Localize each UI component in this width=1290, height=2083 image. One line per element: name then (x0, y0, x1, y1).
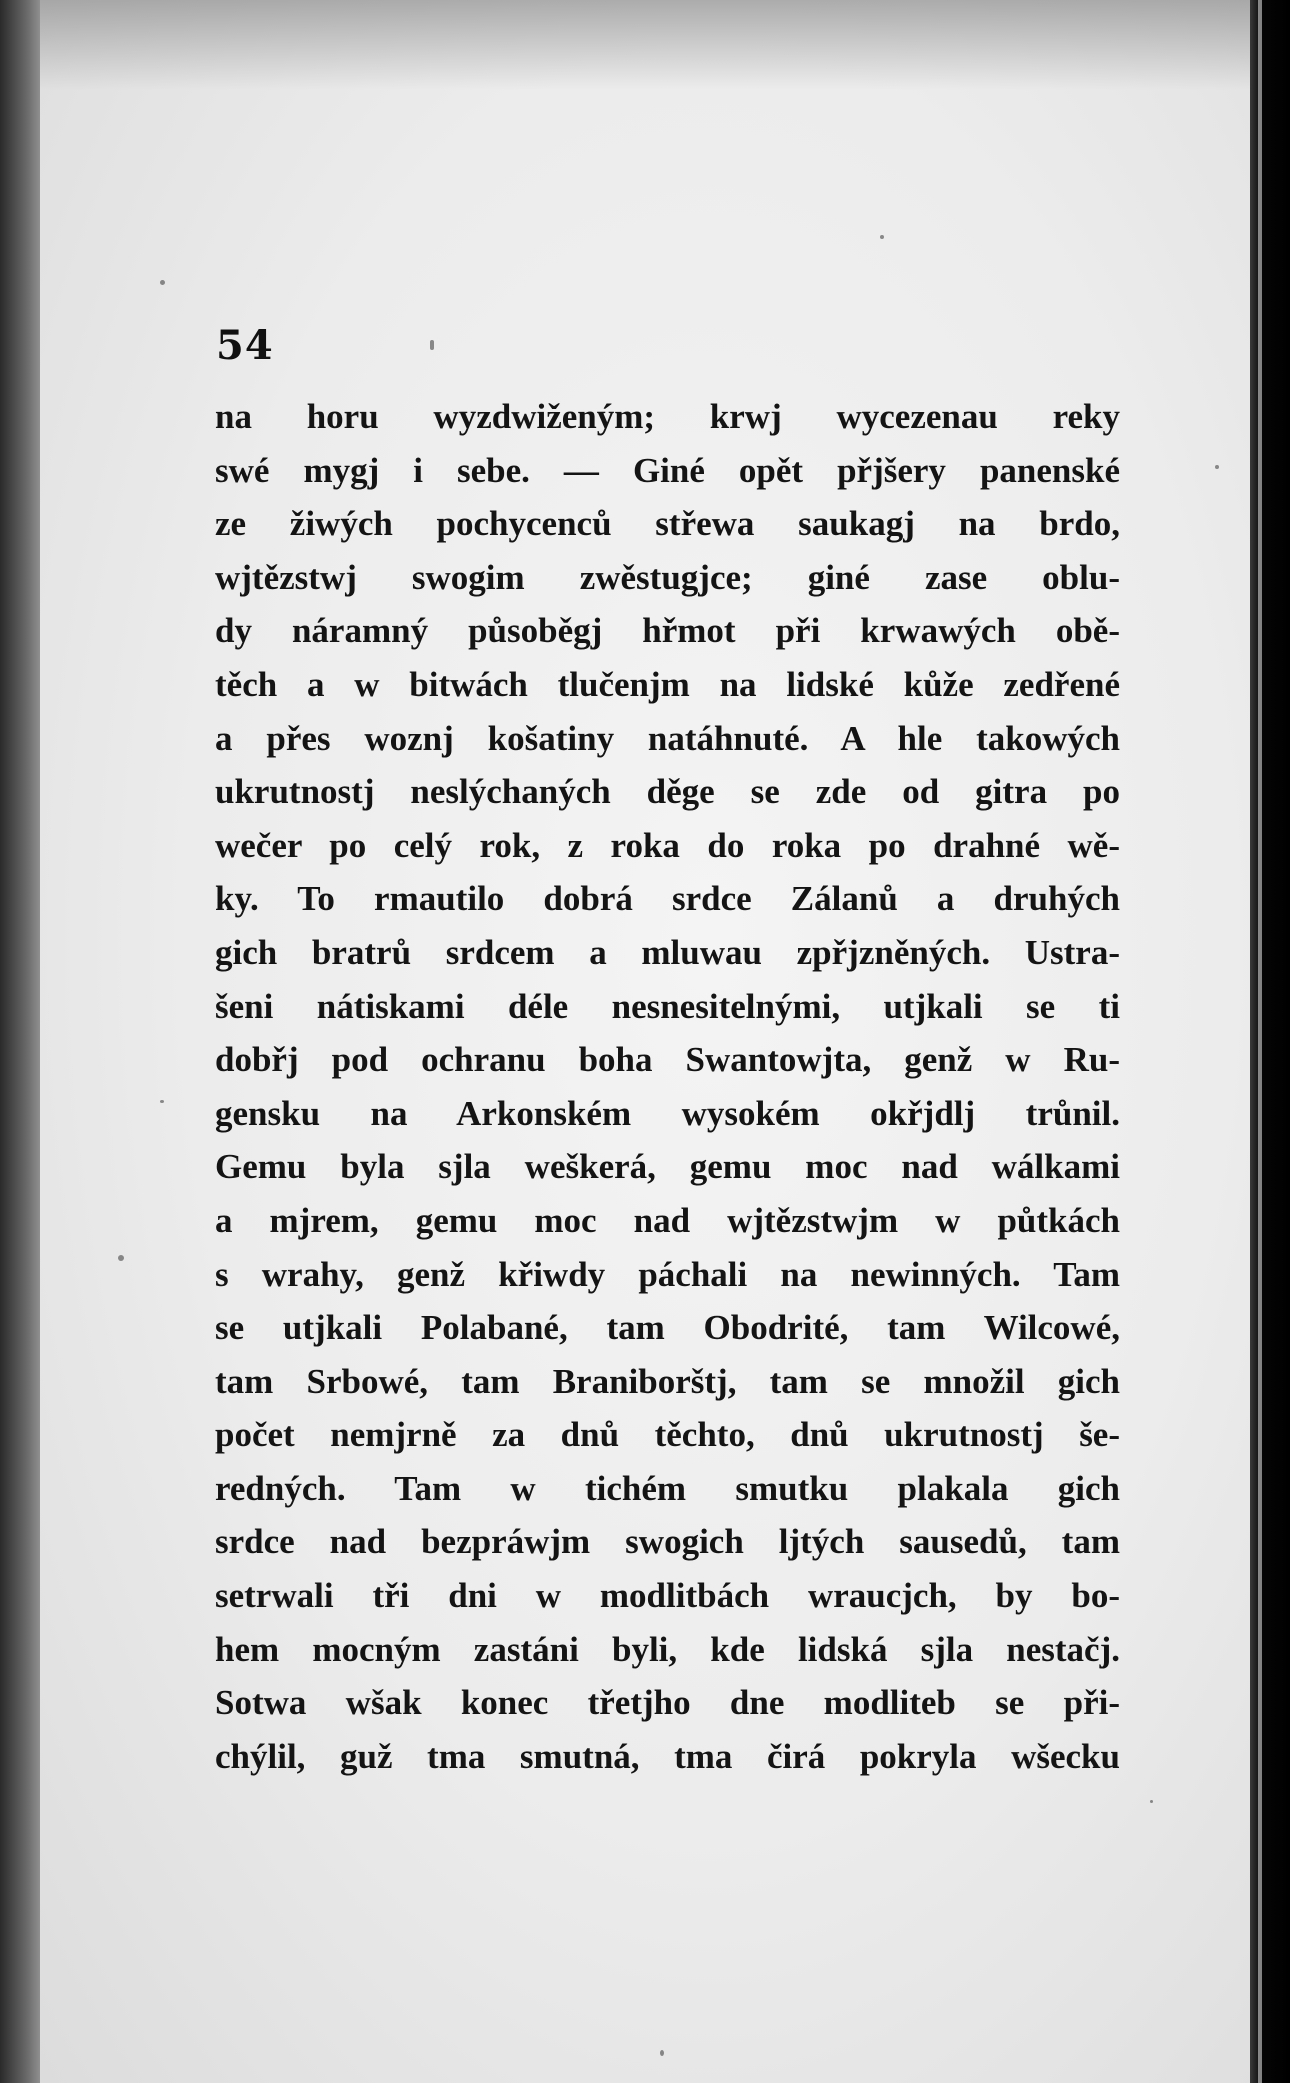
scan-speck (1215, 465, 1219, 469)
text-line: Sotwa wšak konec třetjho dne modliteb se při- (215, 1683, 1120, 1723)
scan-speck (430, 340, 434, 350)
text-line: tam Srbowé, tam Braniborštj, tam se množil gich (215, 1361, 1120, 1401)
scan-speck (1150, 1800, 1153, 1803)
text-line: hem mocným zastáni byli, kde lidská sjla nestačj. (215, 1629, 1120, 1669)
text-line: se utjkali Polabané, tam Obodrité, tam Wilcowé, (215, 1308, 1120, 1348)
text-line: ky. To rmautilo dobrá srdce Zálanů a druhých (215, 879, 1120, 919)
text-line: wjtězstwj swogim zwěstugjce; giné zase oblu- (215, 557, 1120, 597)
scan-speck (660, 2050, 664, 2056)
text-line: dy náramný působěgj hřmot při krwawých obě- (215, 611, 1120, 651)
text-line: Gemu byla sjla weškerá, gemu moc nad wálkami (215, 1147, 1120, 1187)
scan-speck (160, 280, 165, 285)
text-line: s wrahy, genž křiwdy páchali na newinných. Tam (215, 1254, 1120, 1294)
top-scan-shadow (40, 0, 1255, 90)
page-edge-dark (1250, 0, 1290, 2083)
text-line: gich bratrů srdcem a mluwau zpřjzněných. Ustra- (215, 932, 1120, 972)
scan-speck (160, 1100, 164, 1103)
text-line: ze žiwých pochycenců střewa saukagj na brdo, (215, 504, 1120, 544)
text-line: setrwali tři dni w modlitbách wraucjch, by bo- (215, 1576, 1120, 1616)
text-line: srdce nad bezpráwjm swogich ljtých sausedů, tam (215, 1522, 1120, 1562)
text-line: a mjrem, gemu moc nad wjtězstwjm w půtkách (215, 1200, 1120, 1240)
text-line: wečer po celý rok, z roka do roka po drahné wě- (215, 825, 1120, 865)
body-text (215, 390, 1120, 1783)
text-line: šeni nátiskami déle nesnesitelnými, utjkali se ti (215, 986, 1120, 1026)
text-line: redných. Tam w tichém smutku plakala gich (215, 1468, 1120, 1508)
text-line: na horu wyzdwiženým; krwj wycezenau reky (215, 397, 1120, 436)
text-line: ukrutnostj neslýchaných děge se zde od gitra po (215, 772, 1120, 812)
text-line: chýlil, guž tma smutná, tma čirá pokryla wšecku (215, 1736, 1120, 1776)
page-number: 54 (216, 322, 274, 369)
text-line: těch a w bitwách tlučenjm na lidské kůže zedřené (215, 664, 1120, 704)
text-line: swé mygj i sebe. — Giné opět přjšery panenské (215, 450, 1120, 490)
scan-speck (880, 235, 884, 239)
scan-speck (118, 1255, 124, 1261)
text-line: a přes woznj košatiny natáhnuté. A hle takowých (215, 718, 1120, 758)
text-line: počet nemjrně za dnů těchto, dnů ukrutnostj še- (215, 1415, 1120, 1455)
text-line: dobřj pod ochranu boha Swantowjta, genž w Ru- (215, 1040, 1120, 1080)
text-line: gensku na Arkonském wysokém okřjdlj trůnil. (215, 1093, 1120, 1133)
